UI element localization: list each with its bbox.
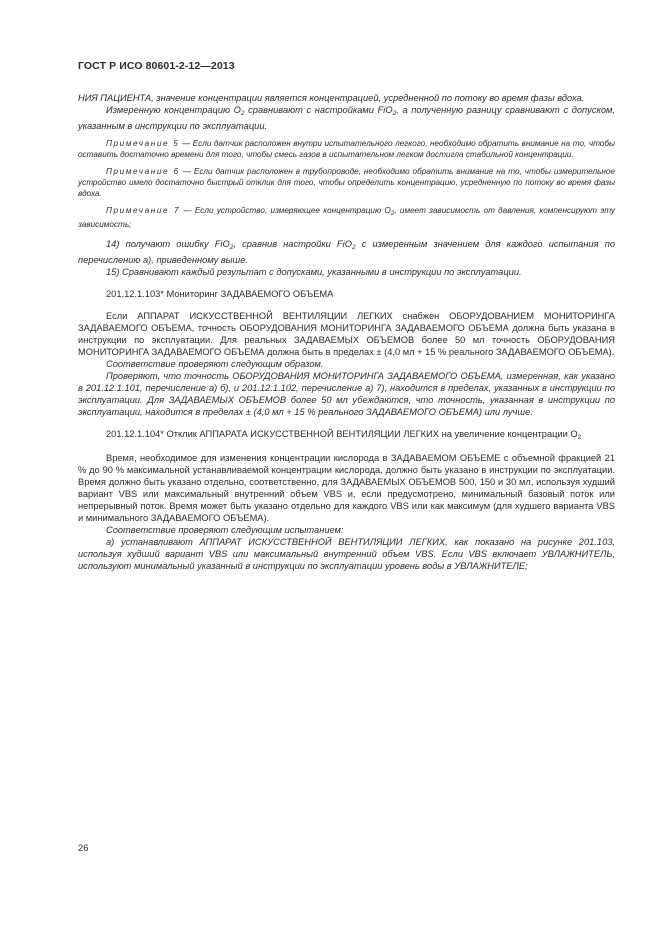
list-item-15: 15) Сравнивают каждый результат с допусками, указанными в инструкции по эксплуатации. <box>106 267 522 277</box>
note-7: Примечание 7 — Если устройство, измеряющее концентрацию $O_2$, имеет зависимость от давления, компенсируют эту зависимость; <box>78 206 615 229</box>
note-5-label: Примечание 5 <box>106 139 180 148</box>
note-5: Примечание 5 — Если датчик расположен внутри испытательного легкого, необходимо обратить внимание на то, чтобы оставить достаточно времени для того, чтобы смесь газов в испытательном легком достигла стабильной концентрации. <box>78 139 615 159</box>
list-item-14: 14) получают ошибку FiO$_2$, сравнив настройки FiO$_2$ с измеренным значением для каждого испытания по перечислению а), приведенному выше. <box>78 239 615 265</box>
paragraph-103-requirement: Если АППАРАТ ИСКУССТВЕННОЙ ВЕНТИЛЯЦИИ ЛЕГКИХ снабжен ОБОРУДОВАНИЕМ МОНИТОРИНГА ЗАДАВАЕМОГО ОБЪЕМА, точность ОБОРУДОВАНИЯ МОНИТОРИНГА ЗАДАВАЕМОГО ОБЪЕМА должна быть указана в инструкции по эксплуатации. Для реальных ЗАДАВАЕМЫХ ОБЪЕМОВ более 50 мл точность ОБОРУДОВАНИЯ МОНИТОРИНГА ЗАДАВАЕМОГО ОБЪЕМА должна быть в пределах ± (4,0 мл + 15 % реального ЗАДАВАЕМОГО ОБЪЕМА). <box>78 311 615 357</box>
paragraph-103-compliance: Соответствие проверяют следующим образом. <box>106 359 324 369</box>
paragraph-104-compliance: Соответствие проверяют следующим испытанием: <box>106 525 344 535</box>
page-number: 26 <box>78 843 89 854</box>
paragraph-104-requirement: Время, необходимое для изменения концентрации кислорода в ЗАДАВАЕМОМ ОБЪЕМЕ с объемной фракцией 21 % до 90 % максимальной устанавливаемой концентрации кислорода, должно быть указано в инструкции по эксплуатации. Время должно быть указано отдельно, соответственно, для ЗАДАВАЕМЫХ ОБЪЕМОВ 500, 150 и 30 мл, используя худший вариант VBS или максимальный внутренний объем VBS и, если предусмотрено, минимальный базовый поток или непрерывный поток. Время может быть указано отдельно для каждого VBS или как максимум (для худшего варианта VBS и минимального ЗАДАВАЕМОГО ОБЪЕМА). <box>78 453 615 523</box>
paragraph-103-check: Проверяют, что точность ОБОРУДОВАНИЯ МОНИТОРИНГА ЗАДАВАЕМОГО ОБЪЕМА, измеренная, как указано в 201.12.1.101, перечисление а) б), и 201.12.1.102, перечисление а) 7), находится в пределах, указанных в инструкции по эксплуатации. Для ЗАДАВАЕМЫХ ОБЪЕМОВ более 50 мл убеждаются, что точность, указанная в инструкции по эксплуатации, находится в пределах ± (4,0 мл + 15 % реального ЗАДАВАЕМОГО ОБЪЕМА) или лучше. <box>78 371 615 417</box>
note-6: Примечание 6 — Если датчик расположен в трубопроводе, необходимо обратить внимание на то, чтобы измерительное устройство имело достаточно быстрый отклик для того, чтобы определить концентрацию, усредненную по потоку во время фазы вдоха. <box>78 167 616 198</box>
paragraph-patient-concentration: НИЯ ПАЦИЕНТА, значение концентрации является концентрацией, усредненной по потоку во время фазы вдоха. <box>78 93 585 103</box>
paragraph-104-step-a: а) устанавливают АППАРАТ ИСКУССТВЕННОЙ ВЕНТИЛЯЦИИ ЛЕГКИХ, как показано на рисунке 201.103, используя худший вариант VBS или максимальный внутренний объем VBS. Если VBS включает УВЛАЖНИТЕЛЬ, используют минимальный указанный в инструкции по эксплуатации уровень воды в УВЛАЖНИТЕЛЕ; <box>78 537 615 571</box>
note-7-label: Примечание 7 <box>106 206 181 215</box>
note-6-label: Примечание 6 <box>106 167 180 176</box>
section-heading-103: 201.12.1.103* Мониторинг ЗАДАВАЕМОГО ОБЪЕМА <box>106 289 334 299</box>
section-heading-104: 201.12.1.104* Отклик АППАРАТА ИСКУССТВЕННОЙ ВЕНТИЛЯЦИИ ЛЕГКИХ на увеличение концентрации $O_2$ <box>106 429 582 441</box>
document-header: ГОСТ Р ИСО 80601-2-12—2013 <box>78 60 235 72</box>
paragraph-measured-concentration: Измеренную концентрацию $O_2$ сравнивают с настройками FiO$_2$, а полученную разницу сравнивают с допуском, указанным в инструкции по эксплуатации. <box>78 105 615 131</box>
document-page <box>78 60 615 572</box>
